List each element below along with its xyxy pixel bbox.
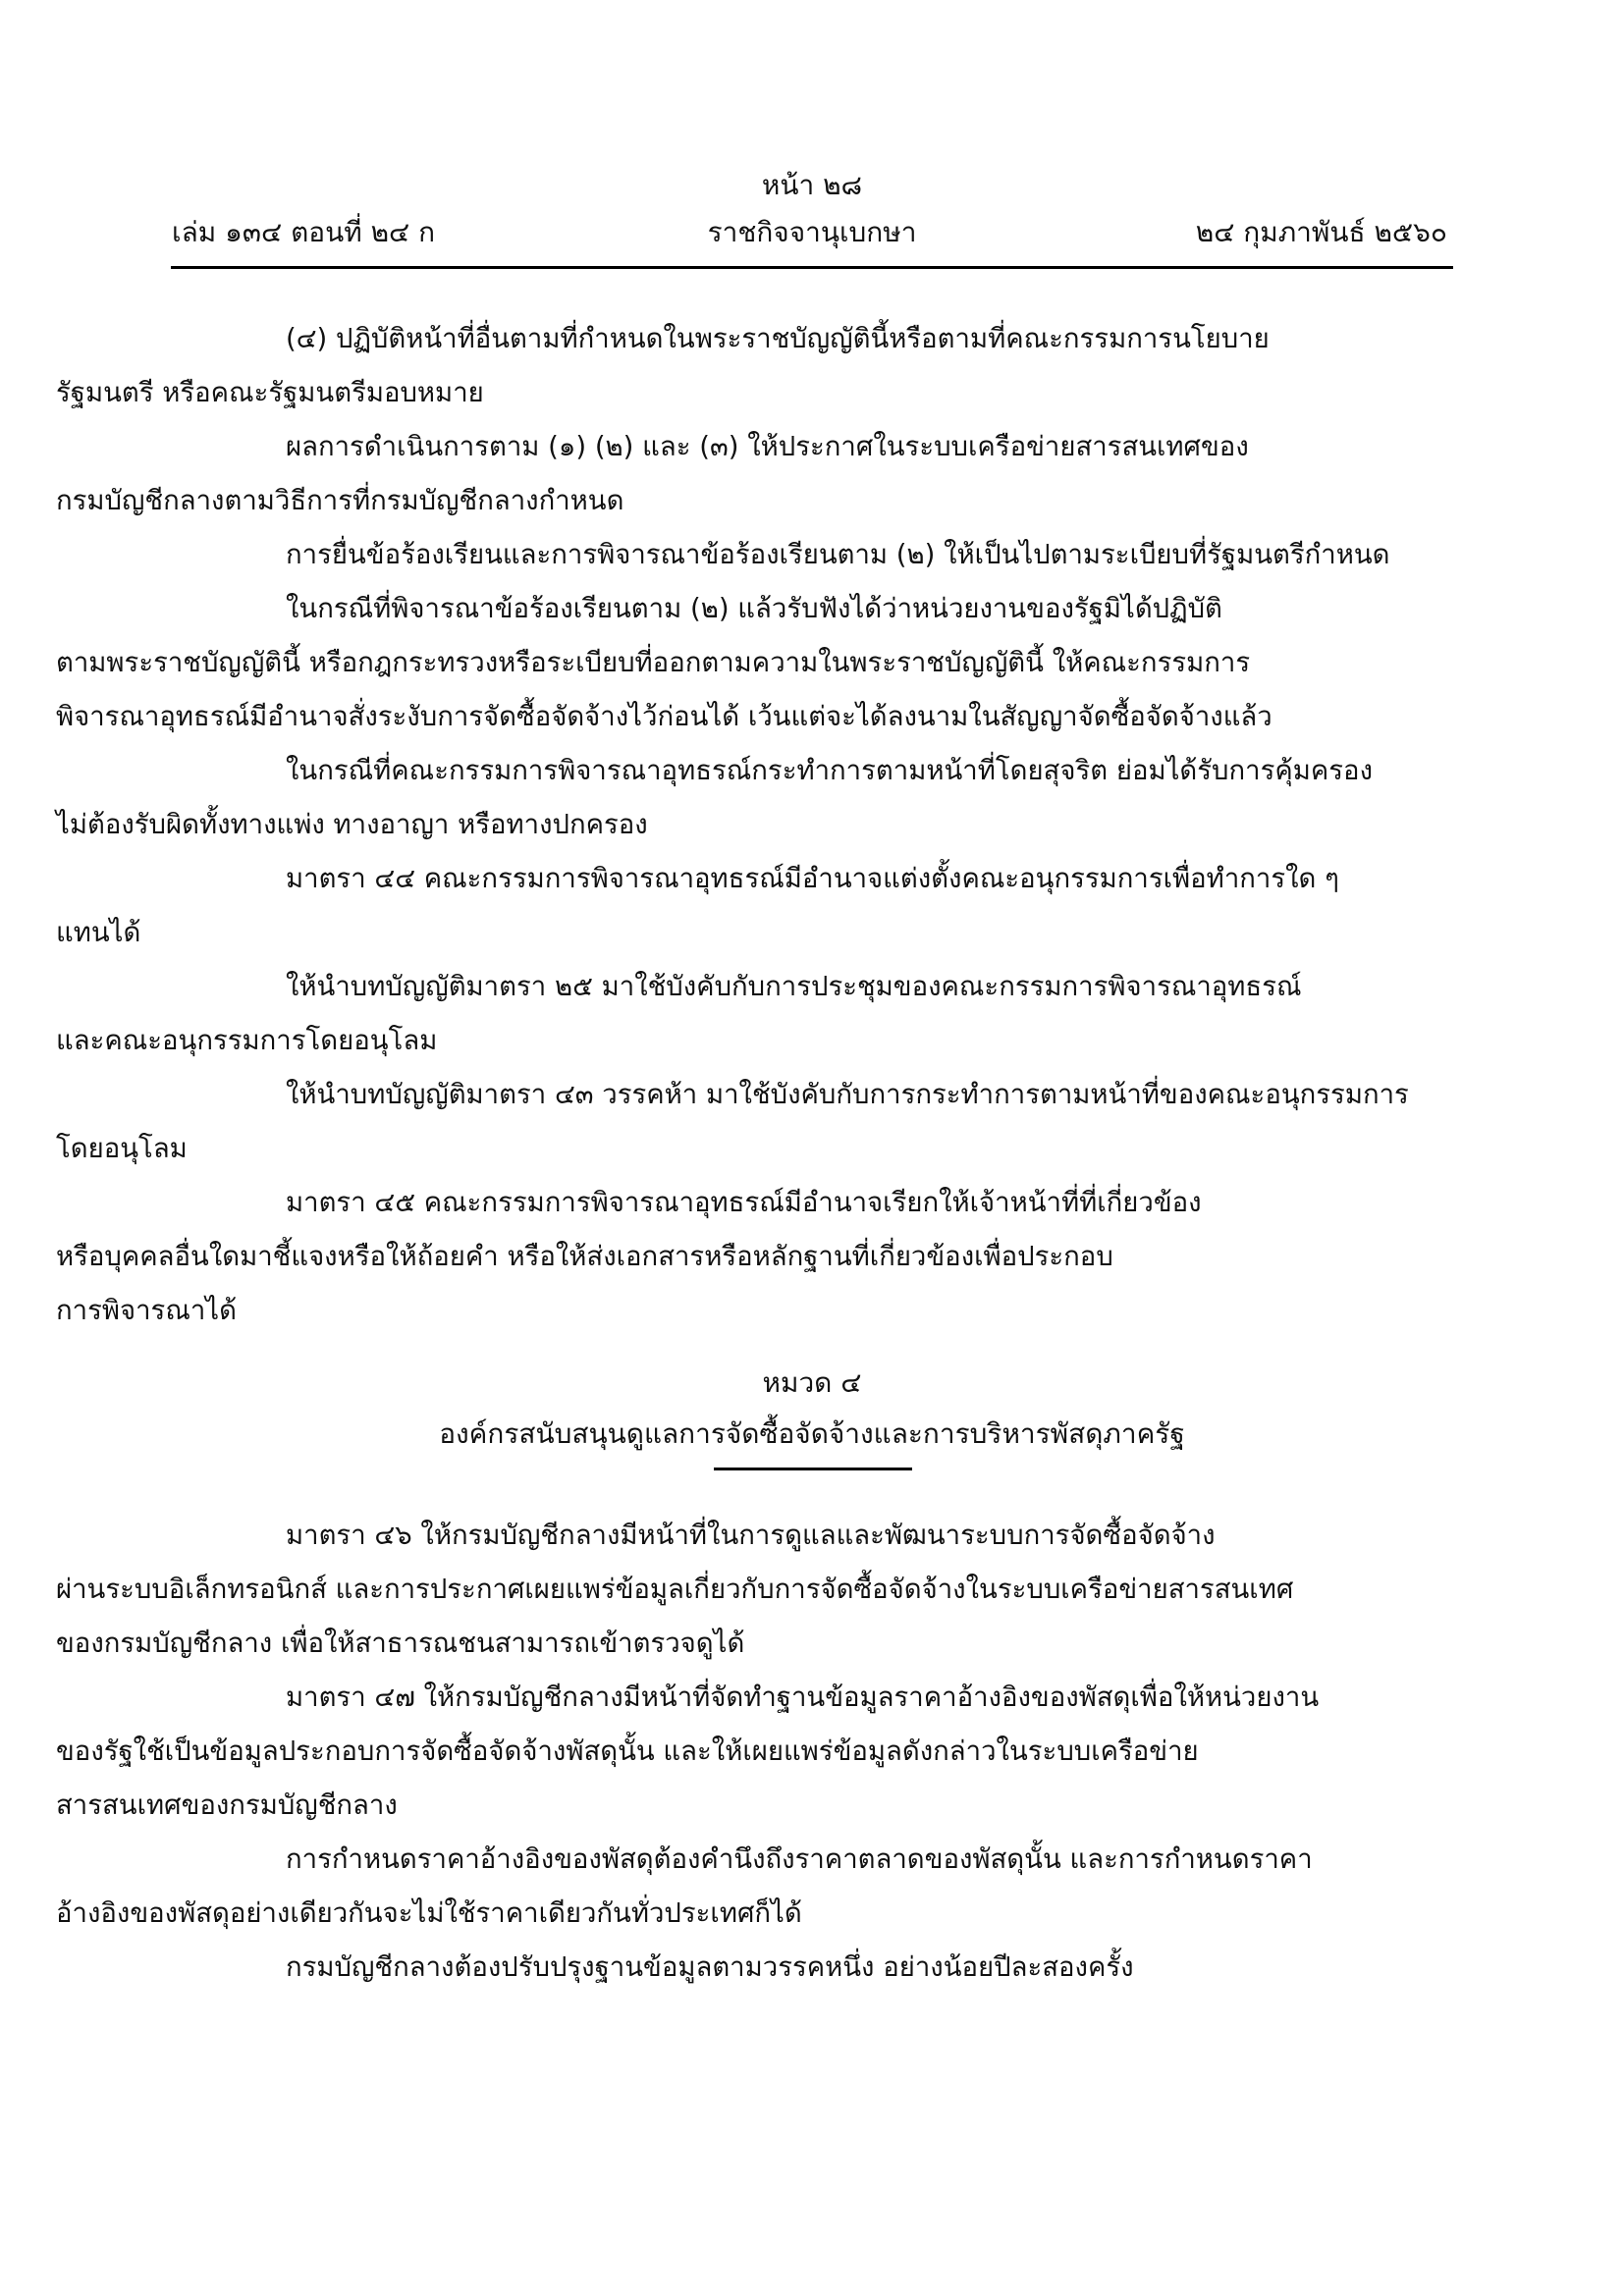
paragraph (56, 312, 1453, 420)
body-section-1 (56, 312, 1453, 1338)
text-line: มาตรา ๔๔ คณะกรรมการพิจารณาอุทธรณ์มีอำนาจแต่งตั้งคณะอนุกรรมการเพื่อทำการใด ๆ (286, 863, 1339, 894)
paragraph (171, 528, 1453, 582)
volume-issue: เล่ม ๑๓๔ ตอนที่ ๒๔ ก (172, 216, 436, 248)
text-line: ในกรณีที่คณะกรรมการพิจารณาอุทธรณ์กระทำการตามหน้าที่โดยสุจริต ย่อมได้รับการคุ้มครอง (286, 755, 1373, 786)
text-line: มาตรา ๔๕ คณะกรรมการพิจารณาอุทธรณ์มีอำนาจเรียกให้เจ้าหน้าที่ที่เกี่ยวข้อง (286, 1187, 1202, 1218)
text-line: มาตรา ๔๖ ให้กรมบัญชีกลางมีหน้าที่ในการดูแลและพัฒนาระบบการจัดซื้อจัดจ้าง (286, 1520, 1216, 1551)
body-section-2 (56, 1509, 1453, 1995)
text-line: ตามพระราชบัญญัตินี้ หรือกฎกระทรวงหรือระเบียบที่ออกตามความในพระราชบัญญัตินี้ ให้คณะกรรมการ (56, 647, 1251, 678)
section-44 (56, 852, 1453, 960)
paragraph (56, 420, 1453, 528)
text-line: หรือบุคคลอื่นใดมาชี้แจงหรือให้ถ้อยคำ หรือให้ส่งเอกสารหรือหลักฐานที่เกี่ยวข้องเพื่อประกอบ (56, 1241, 1113, 1272)
text-line: แทนได้ (56, 917, 141, 948)
text-line: ไม่ต้องรับผิดทั้งทางแพ่ง ทางอาญา หรือทางปกครอง (56, 809, 648, 840)
section-46 (56, 1509, 1453, 1671)
text-line: กรมบัญชีกลางตามวิธีการที่กรมบัญชีกลางกำหนด (56, 485, 624, 516)
text-line: ของรัฐใช้เป็นข้อมูลประกอบการจัดซื้อจัดจ้างพัสดุนั้น และให้เผยแพร่ข้อมูลดังกล่าวในระบบเครือข่าย (56, 1735, 1199, 1767)
text-line: พิจารณาอุทธรณ์มีอำนาจสั่งระงับการจัดซื้อจัดจ้างไว้ก่อนได้ เว้นแต่จะได้ลงนามในสัญญาจัดซื้อจัดจ้างแล้ว (56, 701, 1272, 732)
text-line: สารสนเทศของกรมบัญชีกลาง (56, 1789, 398, 1821)
text-line: การกำหนดราคาอ้างอิงของพัสดุต้องคำนึงถึงราคาตลาดของพัสดุนั้น และการกำหนดราคา (286, 1843, 1313, 1875)
section-47 (56, 1671, 1453, 1833)
chapter-heading (0, 1358, 1624, 1460)
text-line: ผลการดำเนินการตาม (๑) (๒) และ (๓) ให้ประกาศในระบบเครือข่ายสารสนเทศของ (286, 431, 1249, 462)
paragraph (56, 1068, 1453, 1176)
text-line: มาตรา ๔๗ ให้กรมบัญชีกลางมีหน้าที่จัดทำฐานข้อมูลราคาอ้างอิงของพัสดุเพื่อให้หน่วยงาน (286, 1682, 1320, 1713)
text-line: (๔) ปฏิบัติหน้าที่อื่นตามที่กำหนดในพระราชบัญญัตินี้หรือตามที่คณะกรรมการนโยบาย (286, 323, 1270, 354)
paragraph (56, 582, 1453, 744)
section-45 (56, 1176, 1453, 1338)
text-line: ของกรมบัญชีกลาง เพื่อให้สาธารณชนสามารถเข้าตรวจดูได้ (56, 1628, 745, 1659)
text-line: รัฐมนตรี หรือคณะรัฐมนตรีมอบหมาย (56, 377, 484, 408)
header-rule (171, 266, 1453, 269)
paragraph (171, 1941, 1453, 1995)
publication-date: ๒๔ กุมภาพันธ์ ๒๕๖๐ (1195, 216, 1447, 248)
paragraph (56, 960, 1453, 1068)
text-line: ในกรณีที่พิจารณาข้อร้องเรียนตาม (๒) แล้วรับฟังได้ว่าหน่วยงานของรัฐมิได้ปฏิบัติ (286, 593, 1222, 624)
text-line: ให้นำบทบัญญัติมาตรา ๒๕ มาใช้บังคับกับการประชุมของคณะกรรมการพิจารณาอุทธรณ์ (286, 971, 1302, 1002)
text-line: การยื่นข้อร้องเรียนและการพิจารณาข้อร้องเรียนตาม (๒) ให้เป็นไปตามระเบียบที่รัฐมนตรีกำหนด (286, 539, 1390, 570)
chapter-rule (714, 1468, 912, 1470)
chapter-title: องค์กรสนับสนุนดูแลการจัดซื้อจัดจ้างและการบริหารพัสดุภาครัฐ (439, 1417, 1185, 1450)
text-line: กรมบัญชีกลางต้องปรับปรุงฐานข้อมูลตามวรรคหนึ่ง อย่างน้อยปีละสองครั้ง (286, 1951, 1134, 1983)
text-line: ให้นำบทบัญญัติมาตรา ๔๓ วรรคห้า มาใช้บังคับกับการกระทำการตามหน้าที่ของคณะอนุกรรมการ (286, 1079, 1409, 1110)
gazette-name: ราชกิจจานุเบกษา (707, 216, 917, 248)
text-line: โดยอนุโลม (56, 1133, 188, 1164)
text-line: ผ่านระบบอิเล็กทรอนิกส์ และการประกาศเผยแพร่ข้อมูลเกี่ยวกับการจัดซื้อจัดจ้างในระบบเครือข่ายสารสนเทศ (56, 1574, 1294, 1605)
paragraph (56, 1833, 1453, 1941)
text-line: การพิจารณาได้ (56, 1295, 237, 1326)
text-line: และคณะอนุกรรมการโดยอนุโลม (56, 1025, 438, 1056)
chapter-number: หมวด ๔ (762, 1366, 862, 1399)
text-line: อ้างอิงของพัสดุอย่างเดียวกันจะไม่ใช้ราคาเดียวกันทั่วประเทศก็ได้ (56, 1897, 802, 1929)
paragraph (56, 744, 1453, 852)
page-number: หน้า ๒๘ (761, 169, 863, 201)
